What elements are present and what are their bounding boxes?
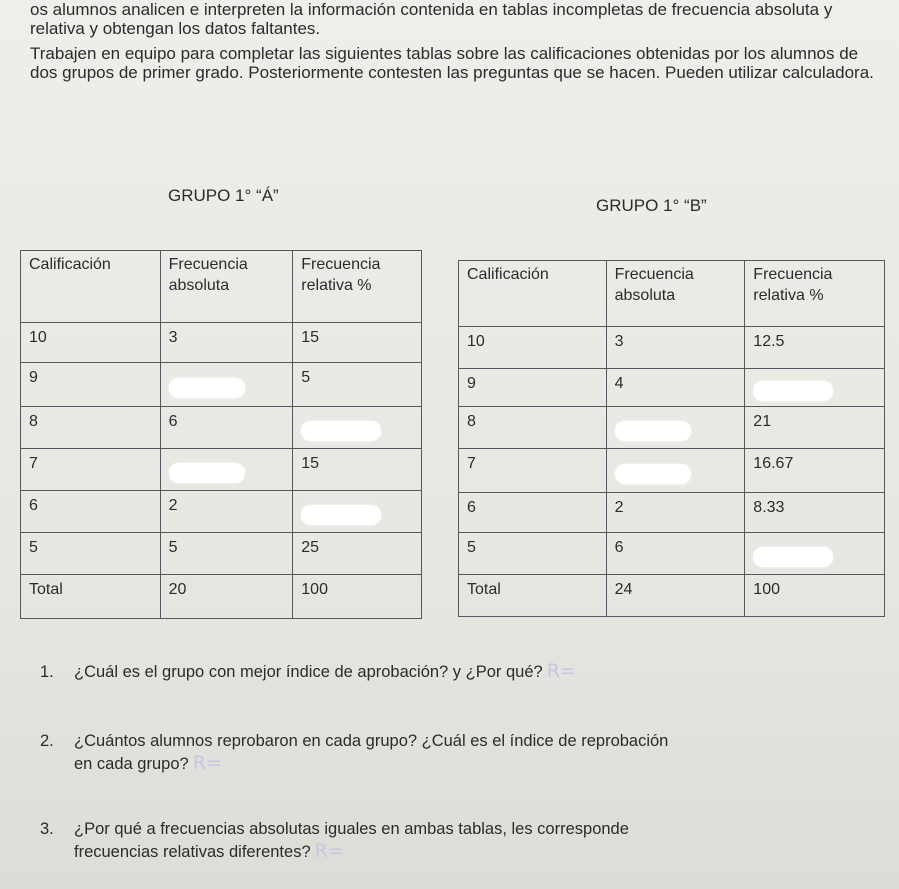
table-row [21,575,422,619]
header-frecuencia-absoluta: Frecuencia absoluta [160,251,293,323]
header-frecuencia-relativa: Frecuencia relativa % [293,251,422,323]
table-row [21,449,422,491]
table-cell: 2 [606,493,745,533]
table-header-row [21,251,422,323]
table-cell: 8.33 [745,493,885,533]
header-frecuencia-absoluta: Frecuencia absoluta [606,261,745,327]
header-calificacion: Calificación [21,251,161,323]
white-correction-mark [301,505,381,525]
table-cell: 100 [745,575,885,617]
erased-cell [606,407,745,449]
table-row [21,323,422,363]
table-cell: 3 [160,323,293,363]
question-text: ¿Cuántos alumnos reprobaron en cada grupo? ¿Cuál es el índice de reprobación [74,732,669,750]
group-a-title: GRUPO 1° “Á” [168,186,279,205]
group-a-frequency-table [20,250,422,619]
white-correction-mark [301,421,381,441]
table-row [459,533,885,575]
question-number: 3. [40,820,54,838]
table-row [21,363,422,407]
table-cell: 3 [606,327,745,369]
table-cell: 7 [459,449,607,493]
group-b-frequency-table [458,260,885,617]
table-cell: 5 [459,533,607,575]
table-cell: 6 [160,407,293,449]
erased-cell [160,363,293,407]
white-correction-mark [753,547,833,567]
question-number: 2. [40,732,54,750]
intro-instructions: Trabajen en equipo para completar las siguientes tablas sobre las calificaciones obtenidas por los alumnos de dos grupos de primer grado. Posteriormente contesten las preguntas que se hacen. Pueden utilizar calculadora. [30,44,874,82]
table-row [21,491,422,533]
table-cell: 4 [606,369,745,407]
table-cell: 6 [21,491,161,533]
table-cell: 25 [293,533,422,575]
header-calificacion: Calificación [459,261,607,327]
table-row [459,493,885,533]
table-cell: 5 [21,533,161,575]
question-text: ¿Por qué a frecuencias absolutas iguales en ambas tablas, les corresponde [74,820,629,838]
question-text: ¿Cuál es el grupo con mejor índice de aprobación? y ¿Por qué? [74,663,543,681]
intro-objective: os alumnos analicen e interpreten la información contenida en tablas incompletas de frecuencia absoluta y relativa y obtengan los datos faltantes. [30,0,833,38]
question-number: 1. [40,663,54,681]
table-cell: 9 [459,369,607,407]
erased-cell [160,449,293,491]
table-cell: Total [459,575,607,617]
table-cell: 12.5 [745,327,885,369]
table-cell: 5 [293,363,422,407]
table-cell: 8 [459,407,607,449]
erased-cell [745,369,885,407]
white-correction-mark [753,381,833,401]
table-cell: 24 [606,575,745,617]
question-1 [40,660,870,683]
table-row [459,327,885,369]
erased-cell [293,407,422,449]
erased-cell [293,491,422,533]
erased-cell [745,533,885,575]
table-cell: 21 [745,407,885,449]
white-correction-mark [615,464,691,484]
table-row [459,575,885,617]
white-correction-mark [169,378,245,398]
white-correction-mark [615,421,691,441]
question-text-continued: en cada grupo? [74,755,189,773]
header-frecuencia-relativa: Frecuencia relativa % [745,261,885,327]
table-cell: 20 [160,575,293,619]
question-3 [40,818,870,863]
answer-mark: R= [314,840,344,862]
table-row [21,533,422,575]
group-b-title: GRUPO 1° “B” [596,196,707,215]
answer-mark: R= [546,660,576,682]
white-correction-mark [169,463,245,483]
table-cell: 2 [160,491,293,533]
table-cell: Total [21,575,161,619]
question-text-continued: frecuencias relativas diferentes? [74,843,311,861]
table-cell: 7 [21,449,161,491]
table-cell: 16.67 [745,449,885,493]
erased-cell [606,449,745,493]
table-cell: 10 [459,327,607,369]
answer-mark: R= [192,752,222,774]
table-row [459,449,885,493]
table-cell: 100 [293,575,422,619]
table-cell: 15 [293,323,422,363]
table-cell: 6 [606,533,745,575]
question-2 [40,730,870,775]
table-header-row [459,261,885,327]
table-row [459,369,885,407]
table-row [459,407,885,449]
table-cell: 15 [293,449,422,491]
table-row [21,407,422,449]
table-cell: 8 [21,407,161,449]
table-cell: 9 [21,363,161,407]
table-cell: 10 [21,323,161,363]
table-cell: 5 [160,533,293,575]
table-cell: 6 [459,493,607,533]
